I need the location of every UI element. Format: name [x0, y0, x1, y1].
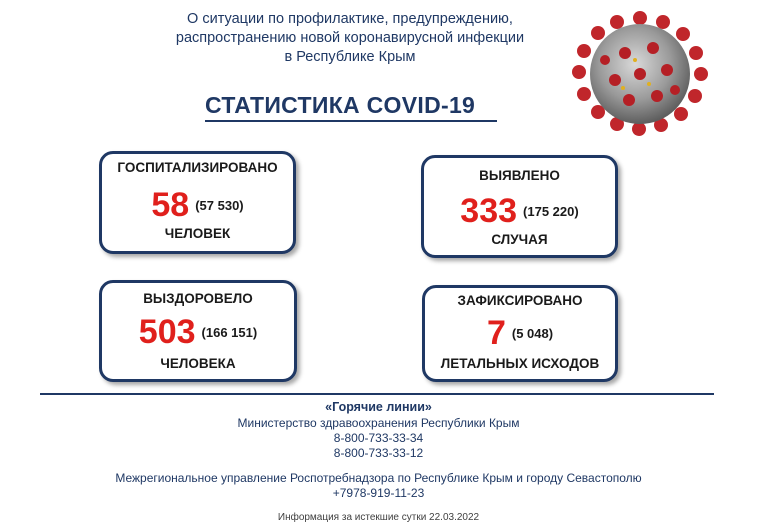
recovered-value: 503: [138, 313, 196, 351]
deaths-value: 7: [486, 314, 506, 352]
recovered-unit: ЧЕЛОВЕКА: [160, 356, 236, 371]
header-line-1: О ситуации по профилактике, предупреждению,: [187, 11, 513, 27]
detected-unit: СЛУЧАЯ: [491, 232, 548, 247]
deaths-label: ЗАФИКСИРОВАНО: [457, 293, 583, 308]
rospotrebnadzor-name: Межрегиональное управление Роспотребнадзора по Республике Крым и городу Севастополю: [115, 471, 642, 485]
recovered-values: [102, 313, 294, 352]
deaths-values: [425, 314, 615, 353]
hospitalized-label: ГОСПИТАЛИЗИРОВАНО: [117, 160, 278, 175]
header-line-2: распространению новой коронавирусной инфекции: [175, 30, 525, 46]
ministry-name: Министерство здравоохранения Республики Крым: [237, 416, 520, 430]
page-title: СТАТИСТИКА COVID-19: [205, 92, 497, 122]
card-hospitalized: [99, 151, 296, 254]
divider: [40, 393, 714, 395]
ministry-phone-1: 8-800-733-33-34: [333, 431, 424, 445]
hospitalized-total: (57 530): [195, 198, 244, 213]
deaths-unit: ЛЕТАЛЬНЫХ ИСХОДОВ: [440, 356, 600, 371]
card-recovered: [99, 280, 297, 382]
card-detected: [421, 155, 618, 258]
ministry-phone-2: 8-800-733-33-12: [333, 446, 424, 460]
header-line-3: в Республике Крым: [284, 49, 416, 65]
card-deaths: [422, 285, 618, 382]
rospotrebnadzor-phone: +7978-919-11-23: [332, 486, 425, 500]
recovered-label: ВЫЗДОРОВЕЛО: [143, 291, 253, 306]
detected-value: 333: [460, 192, 518, 230]
hospitalized-values: [102, 186, 293, 225]
detected-total: (175 220): [523, 204, 579, 219]
info-date: Информация за истекшие сутки 22.03.2022: [277, 512, 480, 523]
hospitalized-value: 58: [151, 186, 190, 224]
coronavirus-icon: [565, 8, 715, 138]
header-text: [130, 10, 570, 67]
hotlines-heading: «Горячие линии»: [325, 400, 432, 414]
detected-values: [424, 192, 615, 231]
detected-label: ВЫЯВЛЕНО: [479, 168, 560, 183]
recovered-total: (166 151): [201, 325, 258, 340]
hospitalized-unit: ЧЕЛОВЕК: [164, 226, 231, 241]
deaths-total: (5 048): [511, 326, 554, 341]
